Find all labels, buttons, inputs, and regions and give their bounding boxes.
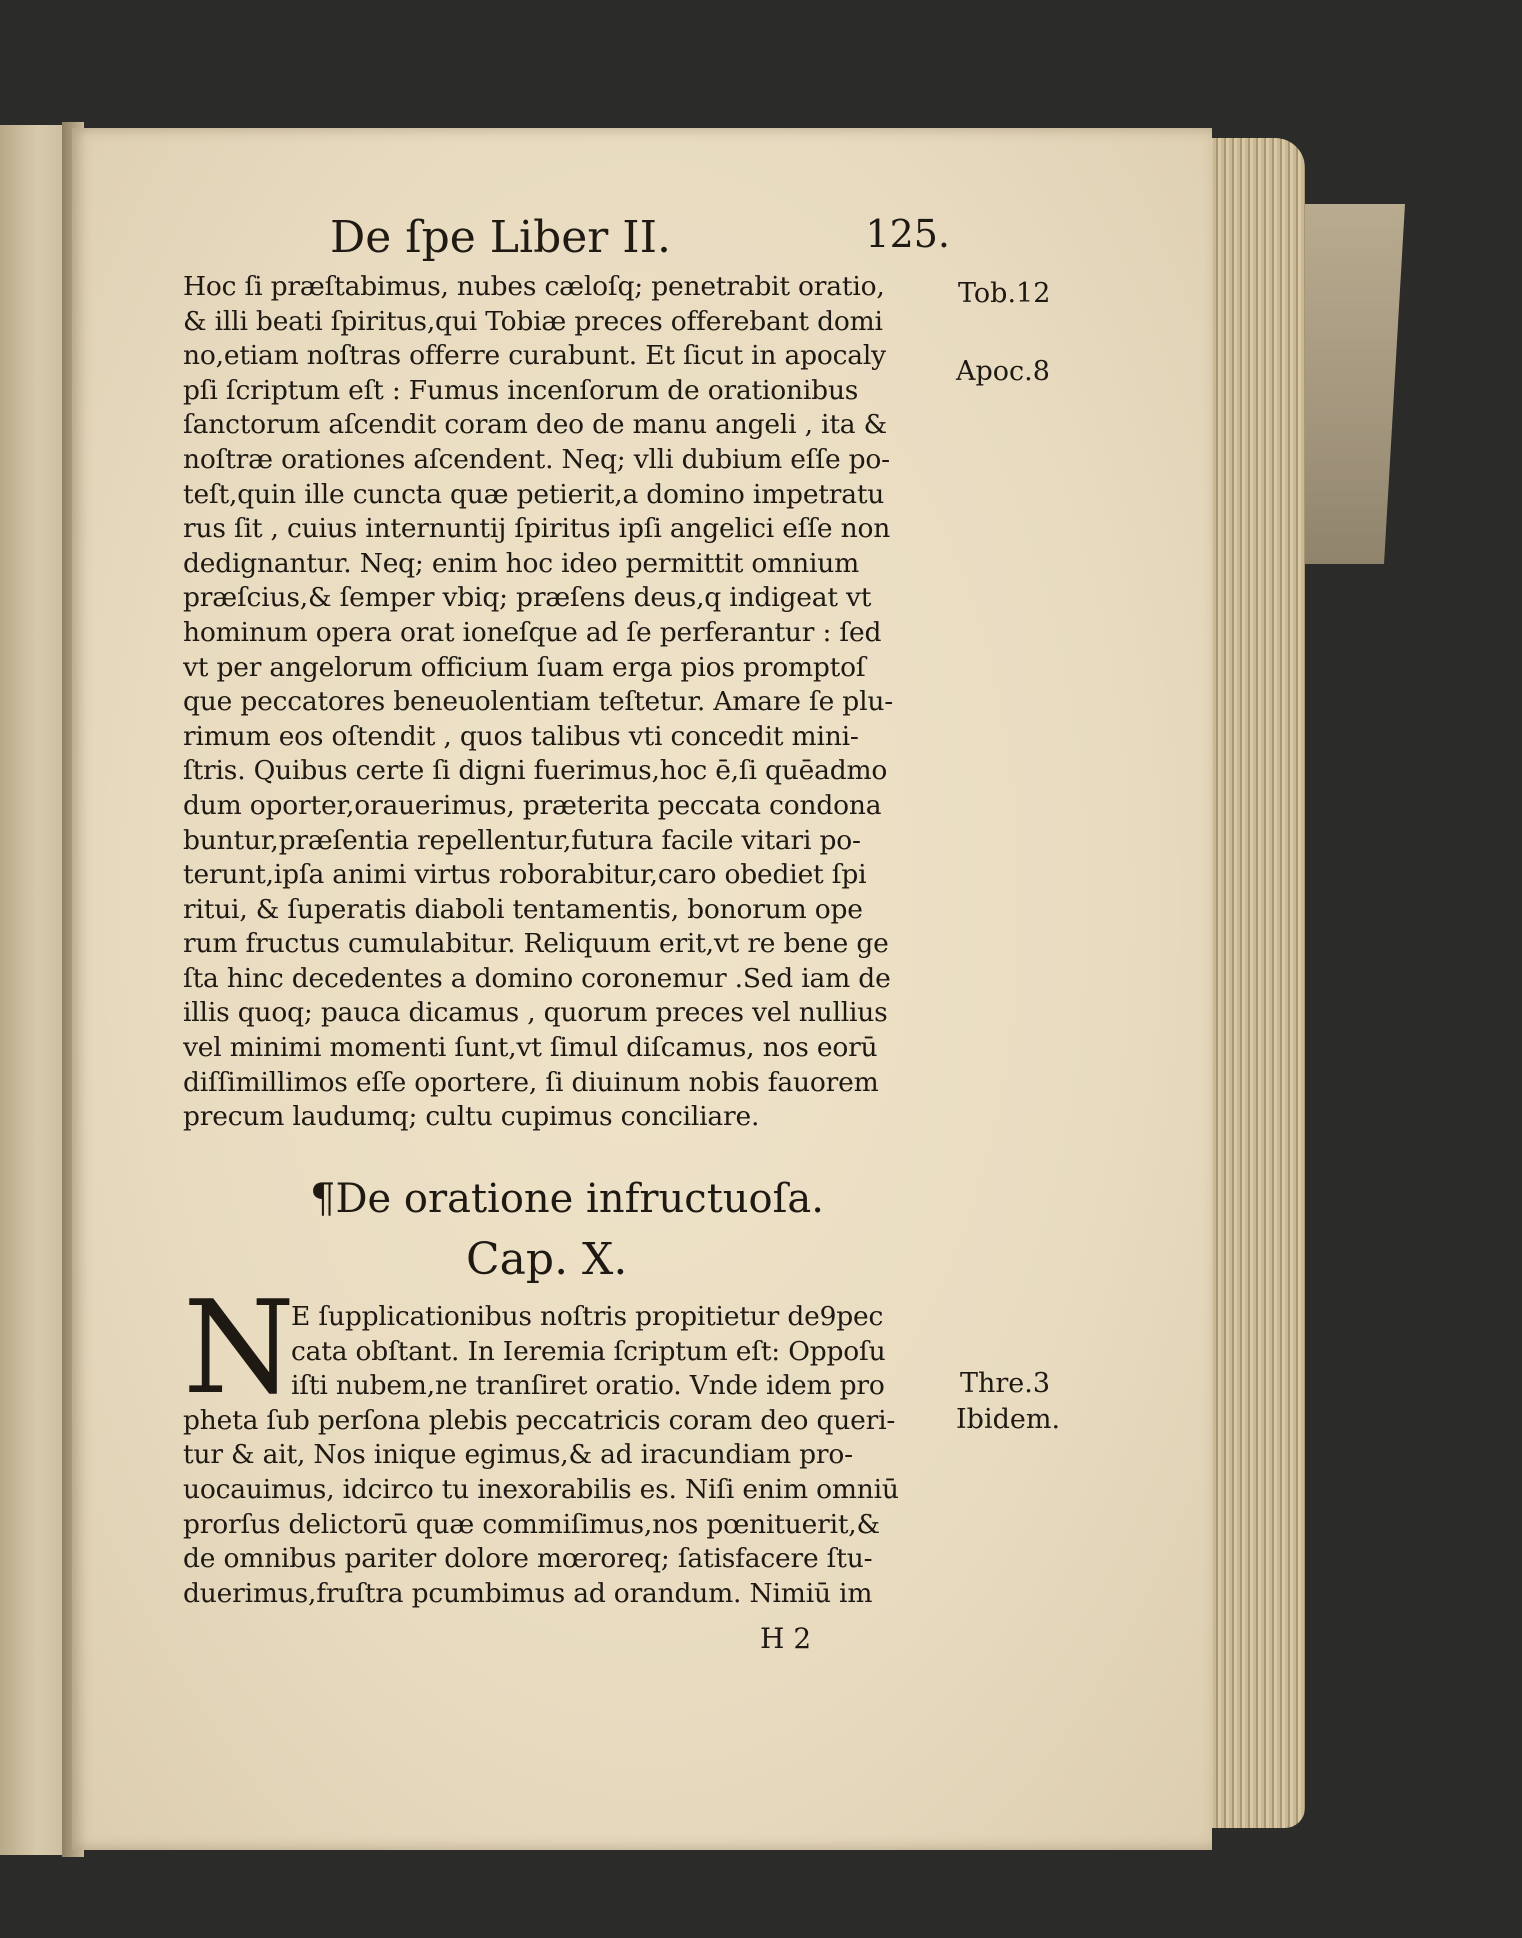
text-line: vel minimi momenti ſunt,vt ſimul diſcamus, nos eorū xyxy=(183,1032,878,1064)
paragraph-1 xyxy=(183,270,943,1135)
text-line: no,etiam noſtras offerre curabunt. Et ſicut in apocaly xyxy=(183,340,886,372)
margin-note-threni: Thre.3 xyxy=(960,1368,1051,1399)
cover-flap xyxy=(1300,204,1405,564)
page-number: 125. xyxy=(865,212,950,256)
text-line: pheta ſub perſona plebis peccatricis coram deo queri- xyxy=(183,1404,896,1436)
text-line: duerimus,fruſtra pcumbimus ad orandum. Nimiū im xyxy=(183,1577,873,1609)
margin-note-tobit: Tob.12 xyxy=(958,278,1051,309)
text-line: terunt,ipſa animi virtus roborabitur,caro obediet ſpi xyxy=(183,859,867,891)
text-line: buntur,præſentia repellentur,futura facile vitari po- xyxy=(183,824,861,856)
text-line: rimum eos oſtendit , quos talibus vti concedit mini- xyxy=(183,720,859,752)
text-line: que peccatores beneuolentiam teſtetur. Amare ſe plu- xyxy=(183,686,893,718)
text-line: precum laudumq; cultu cupimus conciliare. xyxy=(183,1101,760,1133)
text-line: ſanctorum aſcendit coram deo de manu angeli , ita & xyxy=(183,409,887,441)
text-line: dum oporter,orauerimus, præterita peccata condona xyxy=(183,789,882,821)
text-line: diſſimillimos eſſe oportere, ſi diuinum nobis fauorem xyxy=(183,1066,879,1098)
paragraph-2 xyxy=(183,1300,943,1611)
margin-note-apocalypse: Apoc.8 xyxy=(956,356,1050,387)
text-line: iſti nubem,ne tranſiret oratio. Vnde idem pro xyxy=(291,1370,885,1402)
header-title: De ſpe Liber II. xyxy=(330,212,672,263)
text-line: tur & ait, Nos inique egimus,& ad iracundiam pro- xyxy=(183,1439,853,1471)
running-header xyxy=(330,212,950,268)
text-line: præſcius,& ſemper vbiq; præſens deus,q indigeat vt xyxy=(183,582,872,614)
text-line: ſtris. Quibus certe ſi digni fuerimus,hoc ē,ſi quēadmo xyxy=(183,755,888,787)
drop-cap-initial: N xyxy=(183,1274,295,1423)
margin-note-ibidem: Ibidem. xyxy=(956,1404,1061,1435)
text-line: & illi beati ſpiritus,qui Tobiæ preces offerebant domi xyxy=(183,305,883,337)
text-line: prorſus delictorū quæ commiſimus,nos pœnituerit,& xyxy=(183,1508,880,1540)
page-fore-edge xyxy=(1205,138,1305,1828)
chapter-heading: Cap. X. xyxy=(466,1234,628,1285)
text-line: cata obſtant. In Ieremia ſcriptum eſt: Oppoſu xyxy=(291,1335,886,1367)
text-line: hominum opera orat ioneſque ad ſe perferantur : ſed xyxy=(183,616,882,648)
text-line: uocauimus, idcirco tu inexorabilis es. Niſi enim omniū xyxy=(183,1473,899,1505)
text-line: pſi ſcriptum eſt : Fumus incenſorum de orationibus xyxy=(183,374,859,406)
text-line: rus ſit , cuius internuntij ſpiritus ipſi angelici eſſe non xyxy=(183,513,891,545)
text-line: vt per angelorum officium ſuam erga pios promptoſ xyxy=(183,651,866,683)
text-line: E ſupplicationibus noſtris propitietur de9pec xyxy=(291,1301,884,1332)
signature-mark: H 2 xyxy=(760,1622,812,1655)
text-line: ſta hinc decedentes a domino coronemur .Sed iam de xyxy=(183,962,891,994)
text-line: noſtræ orationes aſcendent. Neq; vlli dubium eſſe po- xyxy=(183,443,890,475)
text-line: de omnibus pariter dolore mœroreq; ſatisfacere ſtu- xyxy=(183,1543,873,1575)
text-line: Hoc ſi præſtabimus, nubes cæloſq; penetrabit oratio, xyxy=(183,271,885,302)
text-line: teſt,quin ille cuncta quæ petierit,a domino impetratu xyxy=(183,478,885,510)
section-heading: ¶De oratione infructuoſa. xyxy=(310,1176,824,1222)
left-page-edge xyxy=(0,125,68,1855)
text-line: dedignantur. Neq; enim hoc ideo permittit omnium xyxy=(183,547,860,579)
text-line: rum fructus cumulabitur. Reliquum erit,vt re bene ge xyxy=(183,928,889,960)
text-line: illis quoq; pauca dicamus , quorum preces vel nullius xyxy=(183,997,888,1029)
text-line: ritui, & ſuperatis diaboli tentamentis, bonorum ope xyxy=(183,893,863,925)
